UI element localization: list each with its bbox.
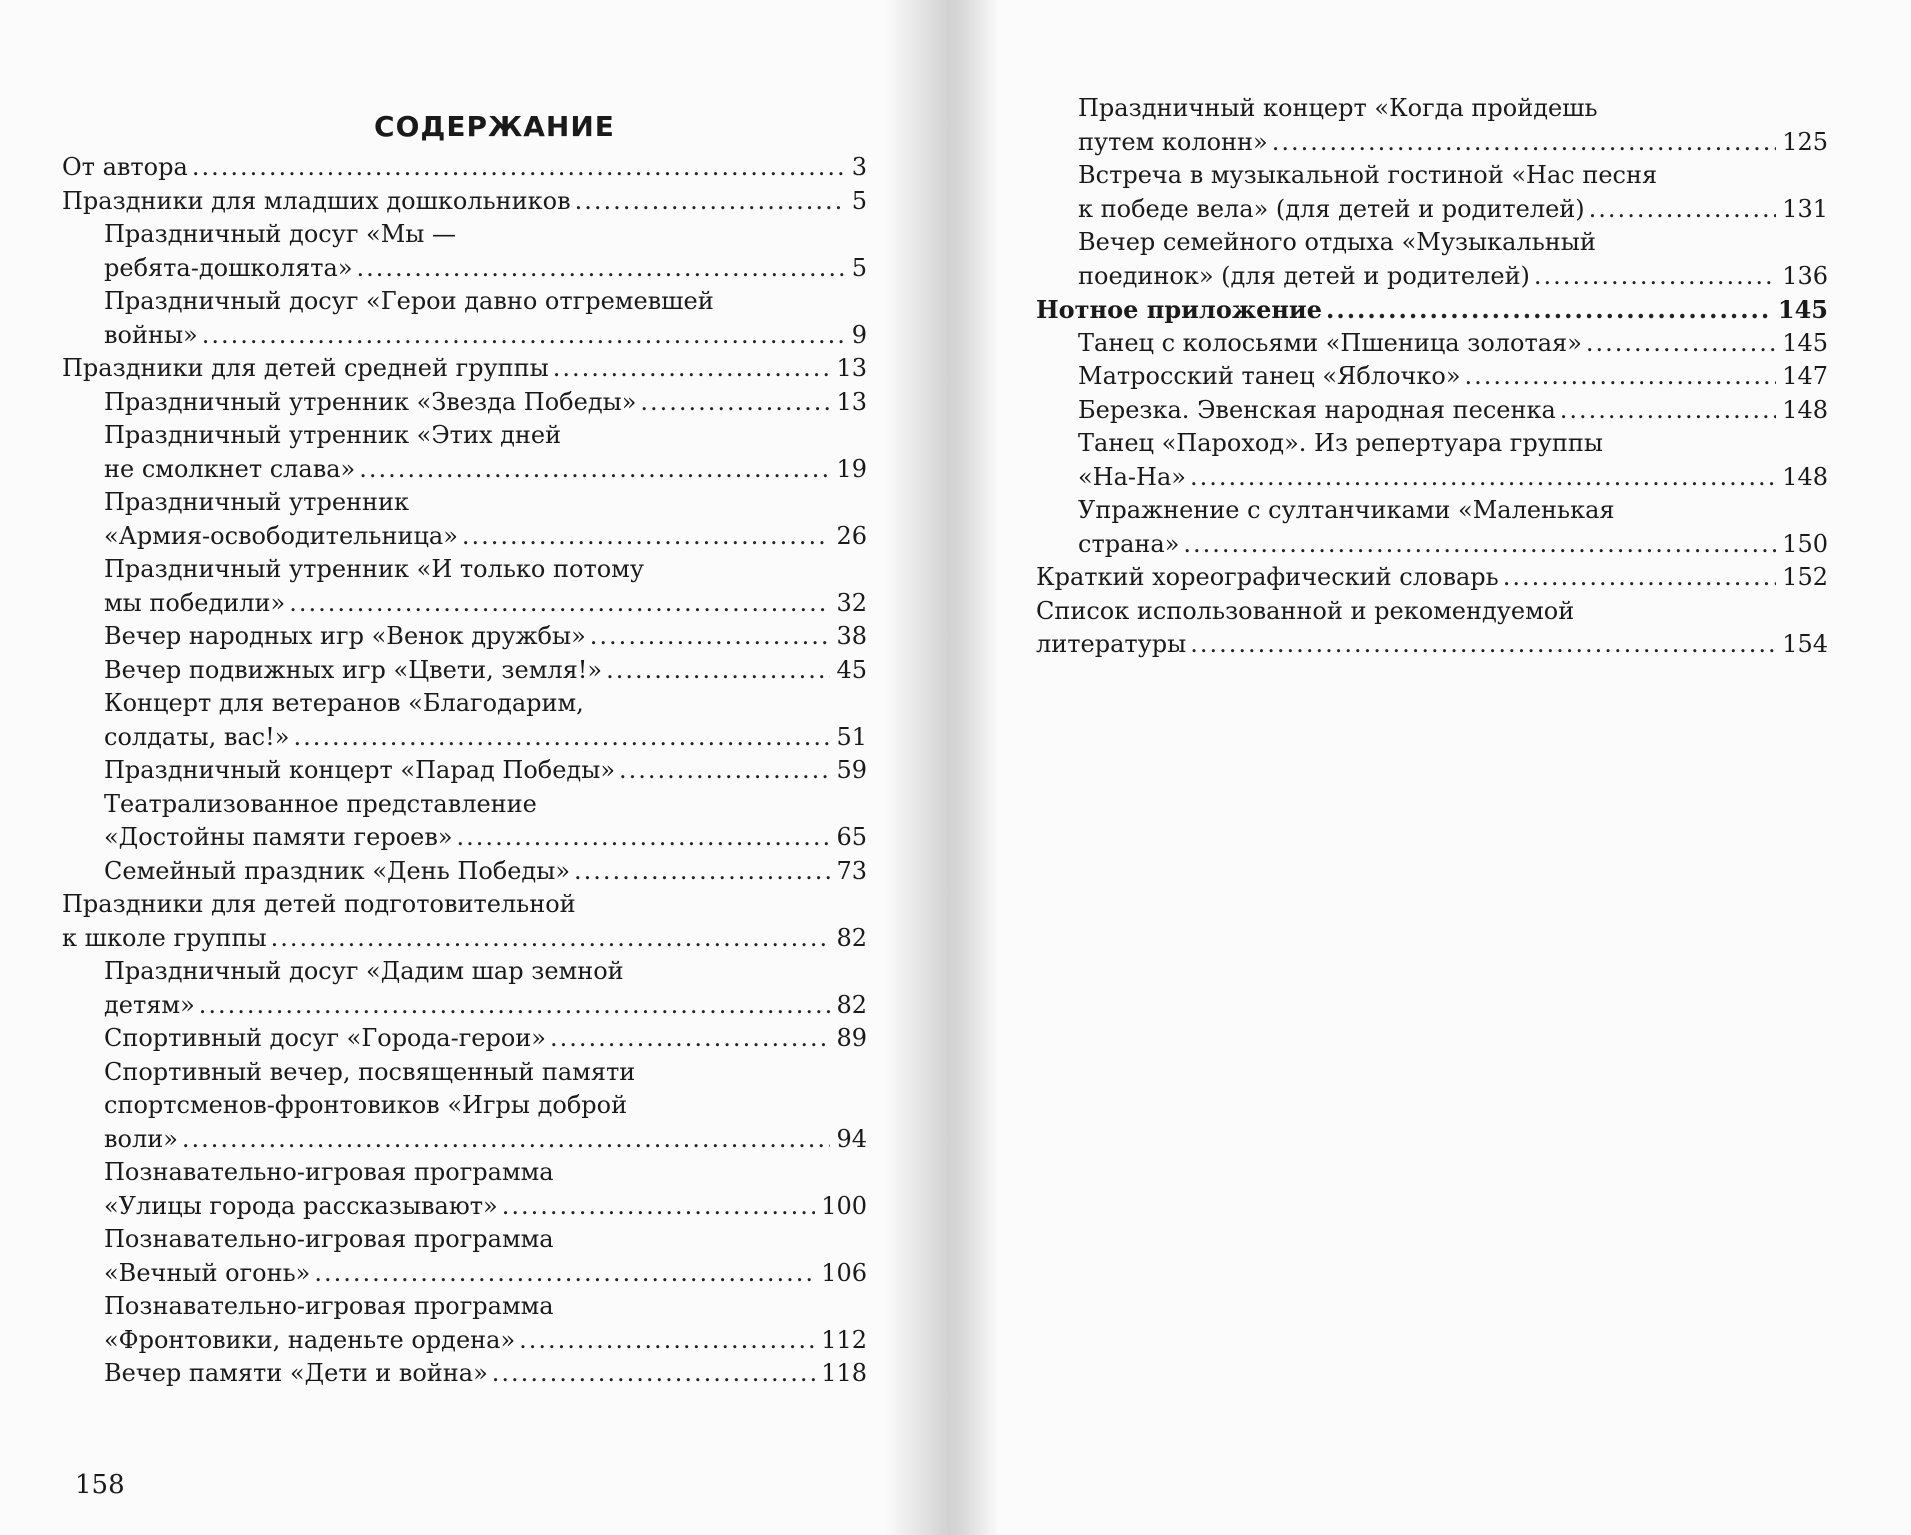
dot-leader	[199, 989, 831, 1023]
toc-entry-line	[1078, 461, 1828, 495]
toc-entry-title: Концерт для ветеранов «Благодарим,	[104, 689, 584, 717]
toc-entry-title: Список использованной и рекомендуемой	[1036, 596, 1575, 625]
toc-entry-line	[1078, 427, 1828, 461]
toc-entry-line	[104, 855, 867, 889]
toc-entry-title: Праздничный утренник	[104, 488, 410, 516]
toc-entry-title: Познавательно-игровая программа	[104, 1225, 554, 1253]
toc-entry-line	[104, 520, 867, 554]
toc-entry-page: 150	[1782, 529, 1828, 558]
toc-entry	[62, 888, 867, 955]
toc-entry-page: 118	[821, 1359, 867, 1387]
toc-entry-page: 94	[836, 1124, 867, 1153]
dot-leader	[457, 821, 831, 855]
toc-entry-line	[62, 922, 867, 956]
dot-leader	[619, 754, 830, 788]
toc-entry-title: Танец с колосьями «Пшеница золотая»	[1078, 328, 1582, 357]
dot-leader	[519, 1324, 815, 1358]
toc-entry-line	[104, 319, 867, 353]
toc-entry-line	[104, 721, 867, 755]
toc-entry-title: «Вечный огонь»	[104, 1258, 311, 1287]
toc-entry-page: 106	[821, 1258, 867, 1287]
toc-entry-line	[104, 419, 867, 453]
toc-entry-line	[104, 218, 867, 252]
toc-entry-title: «Улицы города рассказывают»	[104, 1191, 498, 1220]
toc-entry-page: 136	[1782, 261, 1828, 290]
toc-entry	[62, 1156, 867, 1223]
toc-entry	[62, 955, 867, 1022]
toc-entry-line	[1078, 528, 1828, 562]
toc-entry-page: 5	[851, 186, 867, 215]
toc-entry	[62, 1290, 867, 1357]
toc-entry-title: Краткий хореографический словарь	[1036, 563, 1499, 591]
dot-leader	[574, 855, 830, 889]
dot-leader	[357, 252, 846, 286]
toc-entry-line	[104, 252, 867, 286]
toc-entry-title: Праздничный досуг «Мы —	[104, 220, 457, 248]
toc-entry-line	[104, 821, 867, 855]
toc-entry-title: Березка. Эвенская народная песенка	[1078, 395, 1556, 424]
toc-entry-line	[62, 888, 867, 922]
dot-leader	[192, 151, 846, 185]
toc-entry-title: Праздники для детей средней группы	[62, 354, 549, 382]
toc-entry-title: Познавательно-игровая программа	[104, 1158, 554, 1186]
toc-entry-title: Праздничный концерт «Парад Победы»	[104, 756, 615, 784]
page-number: 158	[75, 1470, 125, 1500]
toc-entry-line	[1036, 561, 1828, 595]
toc-entry-page: 9	[851, 320, 867, 349]
toc-entry-title: Познавательно-игровая программа	[104, 1292, 554, 1320]
toc-entry-line	[104, 955, 867, 989]
toc-entry-line	[1036, 628, 1828, 662]
toc-entry	[62, 151, 867, 185]
toc-entry-line	[104, 1223, 867, 1257]
dot-leader	[1190, 628, 1776, 662]
toc-entry-title: От автора	[62, 153, 188, 181]
toc-entry	[1036, 360, 1828, 394]
dot-leader	[550, 1022, 830, 1056]
toc-entry-line	[104, 386, 867, 420]
dot-leader	[1465, 360, 1777, 394]
dot-leader	[462, 520, 831, 554]
toc-entry-title: мы победили»	[104, 588, 286, 617]
toc-entry	[62, 386, 867, 420]
toc-entry-title: «Фронтовики, наденьте ордена»	[104, 1325, 516, 1354]
toc-entries-right	[1036, 92, 1828, 662]
dot-leader	[1534, 260, 1776, 294]
toc-entry-page: 73	[836, 856, 867, 885]
toc-entry-page: 148	[1782, 395, 1828, 424]
toc-entry-title: Театрализованное представление	[104, 789, 537, 818]
toc-entry-title: литературы	[1036, 630, 1187, 658]
dot-leader	[1560, 394, 1776, 428]
toc-entry-title: путем колонн»	[1078, 127, 1268, 156]
toc-entry-title: войны»	[104, 320, 198, 349]
dot-leader	[1586, 327, 1776, 361]
dot-leader	[1326, 293, 1772, 327]
toc-entry-line	[104, 1357, 867, 1391]
toc-entry-line	[1078, 494, 1828, 528]
toc-entry-line	[1078, 193, 1828, 227]
toc-entry-title: Семейный праздник «День Победы»	[104, 856, 570, 885]
toc-entry-line	[1078, 260, 1828, 294]
toc-entry-title: детям»	[104, 990, 195, 1019]
dot-leader	[575, 185, 846, 219]
toc-entry-title: поединок» (для детей и родителей)	[1078, 261, 1530, 290]
dot-leader	[553, 352, 831, 386]
toc-entry	[62, 1223, 867, 1290]
toc-left-column	[62, 110, 867, 1391]
toc-entry	[62, 553, 867, 620]
toc-entry-line	[1078, 327, 1828, 361]
toc-entry	[62, 1022, 867, 1056]
toc-entry-title: не смолкнет слава»	[104, 454, 356, 483]
toc-entry-title: Праздники для детей подготовительной	[62, 890, 576, 918]
gutter-shadow	[885, 0, 955, 1535]
toc-entry-line	[104, 1290, 867, 1324]
toc-entry-page: 154	[1782, 630, 1828, 658]
dot-leader	[640, 386, 830, 420]
dot-leader	[1272, 126, 1776, 160]
toc-entry-page: 82	[836, 923, 867, 952]
toc-entry-line	[1036, 293, 1828, 327]
toc-entry	[1036, 427, 1828, 494]
dot-leader	[202, 319, 846, 353]
toc-entry-line	[1078, 126, 1828, 160]
dot-leader	[289, 587, 830, 621]
dot-leader	[182, 1123, 831, 1157]
toc-entry	[62, 185, 867, 219]
book-gutter	[950, 0, 956, 1535]
toc-entry	[62, 1357, 867, 1391]
toc-entry-title: Вечер подвижных игр «Цвети, земля!»	[104, 655, 603, 684]
dot-leader	[590, 620, 831, 654]
toc-entry-page: 45	[836, 655, 867, 684]
toc-entry-line	[62, 185, 867, 219]
dot-leader	[492, 1357, 815, 1391]
toc-entry-title: Упражнение с султанчиками «Маленькая	[1078, 496, 1615, 524]
toc-entry-title: Спортивный вечер, посвященный памяти	[104, 1057, 636, 1086]
toc-entry-line	[1078, 159, 1828, 193]
toc-entry-line	[104, 1089, 867, 1123]
toc-entry	[62, 352, 867, 386]
dot-leader	[1190, 461, 1776, 495]
toc-entry-title: «Достойны памяти героев»	[104, 823, 453, 851]
toc-entry-line	[104, 1190, 867, 1224]
toc-entry-line	[104, 620, 867, 654]
toc-right-column	[1036, 92, 1828, 662]
toc-entry-page: 59	[836, 756, 867, 784]
toc-entry	[62, 218, 867, 285]
toc-entry-line	[104, 1257, 867, 1291]
dot-leader	[359, 453, 830, 487]
toc-entry-title: солдаты, вас!»	[104, 722, 290, 751]
toc-entry-title: Встреча в музыкальной гостиной «Нас песня	[1078, 161, 1658, 189]
toc-entry	[62, 1056, 867, 1157]
toc-entry-title: Праздники для младших дошкольников	[62, 186, 571, 215]
dot-leader	[1589, 193, 1777, 227]
toc-entry	[1036, 327, 1828, 361]
toc-entry-line	[104, 285, 867, 319]
toc-entry-page: 148	[1782, 462, 1828, 491]
toc-entry	[1036, 92, 1828, 159]
toc-entry-line	[104, 1123, 867, 1157]
toc-entry-page: 13	[836, 387, 867, 416]
dot-leader	[606, 654, 830, 688]
toc-entry-page: 5	[851, 253, 867, 282]
toc-entry-page: 19	[836, 454, 867, 483]
toc-entry-title: Нотное приложение	[1036, 295, 1322, 324]
toc-entry-title: Танец «Пароход». Из репертуара группы	[1078, 429, 1603, 457]
toc-entry-line	[104, 754, 867, 788]
toc-entries-left	[62, 151, 867, 1391]
toc-entry-title: к победе вела» (для детей и родителей)	[1078, 194, 1585, 223]
dot-leader	[293, 721, 830, 755]
toc-entry	[62, 620, 867, 654]
toc-entry	[1036, 561, 1828, 595]
toc-entry-line	[104, 1056, 867, 1090]
toc-entry-page: 145	[1777, 295, 1828, 324]
toc-entry-page: 125	[1782, 127, 1828, 156]
toc-entry-page: 89	[836, 1024, 867, 1052]
toc-entry-title: Праздничный утренник «Этих дней	[104, 421, 562, 449]
toc-entry-line	[1036, 595, 1828, 629]
toc-entry-title: Праздничный утренник «И только потому	[104, 555, 644, 583]
toc-entry	[1036, 293, 1828, 327]
toc-entry-line	[1078, 226, 1828, 260]
dot-leader	[314, 1257, 815, 1291]
toc-entry-line	[104, 654, 867, 688]
toc-entry	[62, 855, 867, 889]
page-title: СОДЕРЖАНИЕ	[374, 110, 615, 143]
toc-entry	[62, 486, 867, 553]
toc-entry-page: 38	[836, 622, 867, 650]
toc-entry-line	[104, 553, 867, 587]
toc-entry-line	[104, 1156, 867, 1190]
toc-entry-title: ребята-дошколята»	[104, 253, 353, 282]
dot-leader	[1183, 528, 1776, 562]
toc-entry-page: 82	[836, 990, 867, 1019]
toc-entry-title: Праздничный утренник «Звезда Победы»	[104, 387, 637, 416]
toc-entry	[62, 654, 867, 688]
toc-entry-line	[104, 989, 867, 1023]
toc-entry-title: «Армия-освободительница»	[104, 521, 458, 550]
toc-entry-title: Праздничный досуг «Герои давно отгремевшей	[104, 287, 714, 315]
toc-entry-title: спортсменов-фронтовиков «Игры доброй	[104, 1091, 628, 1119]
toc-entry-title: Вечер семейного отдыха «Музыкальный	[1078, 228, 1596, 256]
toc-entry	[62, 419, 867, 486]
dot-leader	[1503, 561, 1776, 595]
toc-entry-page: 147	[1782, 362, 1828, 390]
toc-entry-line	[1078, 360, 1828, 394]
toc-entry	[1036, 394, 1828, 428]
toc-entry	[1036, 494, 1828, 561]
toc-entry-line	[104, 1022, 867, 1056]
toc-entry-title: Праздничный концерт «Когда пройдешь	[1078, 94, 1598, 122]
toc-entry-page: 65	[836, 823, 867, 851]
toc-entry-title: Праздничный досуг «Дадим шар земной	[104, 957, 624, 985]
toc-entry-page: 145	[1782, 328, 1828, 357]
toc-entry	[1036, 159, 1828, 226]
toc-entry	[62, 285, 867, 352]
toc-entry-page: 152	[1782, 563, 1828, 591]
dot-leader	[502, 1190, 815, 1224]
toc-entry-page: 100	[821, 1191, 867, 1220]
toc-entry-line	[104, 453, 867, 487]
toc-entry-page: 32	[836, 588, 867, 617]
toc-entry-page: 131	[1782, 194, 1828, 223]
toc-entry-line	[104, 687, 867, 721]
toc-entry-title: страна»	[1078, 529, 1180, 558]
toc-entry	[1036, 595, 1828, 662]
toc-entry	[62, 687, 867, 754]
toc-entry-line	[1078, 92, 1828, 126]
toc-entry	[62, 754, 867, 788]
toc-entry-title: Вечер народных игр «Венок дружбы»	[104, 622, 586, 650]
toc-entry-line	[62, 151, 867, 185]
toc-entry-line	[104, 1324, 867, 1358]
toc-entry	[1036, 226, 1828, 293]
toc-entry	[62, 788, 867, 855]
gutter-shadow	[955, 0, 1000, 1535]
toc-entry-page: 51	[836, 722, 867, 751]
toc-entry-title: Спортивный досуг «Города-герои»	[104, 1024, 546, 1052]
toc-entry-line	[104, 788, 867, 822]
toc-entry-line	[62, 352, 867, 386]
toc-entry-title: «На-На»	[1078, 462, 1186, 491]
toc-entry-title: воли»	[104, 1124, 178, 1153]
toc-entry-page: 112	[821, 1325, 867, 1354]
dot-leader	[271, 922, 831, 956]
toc-entry-page: 3	[851, 153, 867, 181]
toc-entry-line	[104, 587, 867, 621]
toc-entry-line	[104, 486, 867, 520]
toc-entry-page: 13	[836, 354, 867, 382]
toc-entry-title: Матросский танец «Яблочко»	[1078, 362, 1461, 390]
toc-entry-line	[1078, 394, 1828, 428]
toc-entry-page: 26	[836, 521, 867, 550]
toc-entry-title: Вечер памяти «Дети и война»	[104, 1359, 488, 1387]
toc-entry-title: к школе группы	[62, 923, 267, 952]
